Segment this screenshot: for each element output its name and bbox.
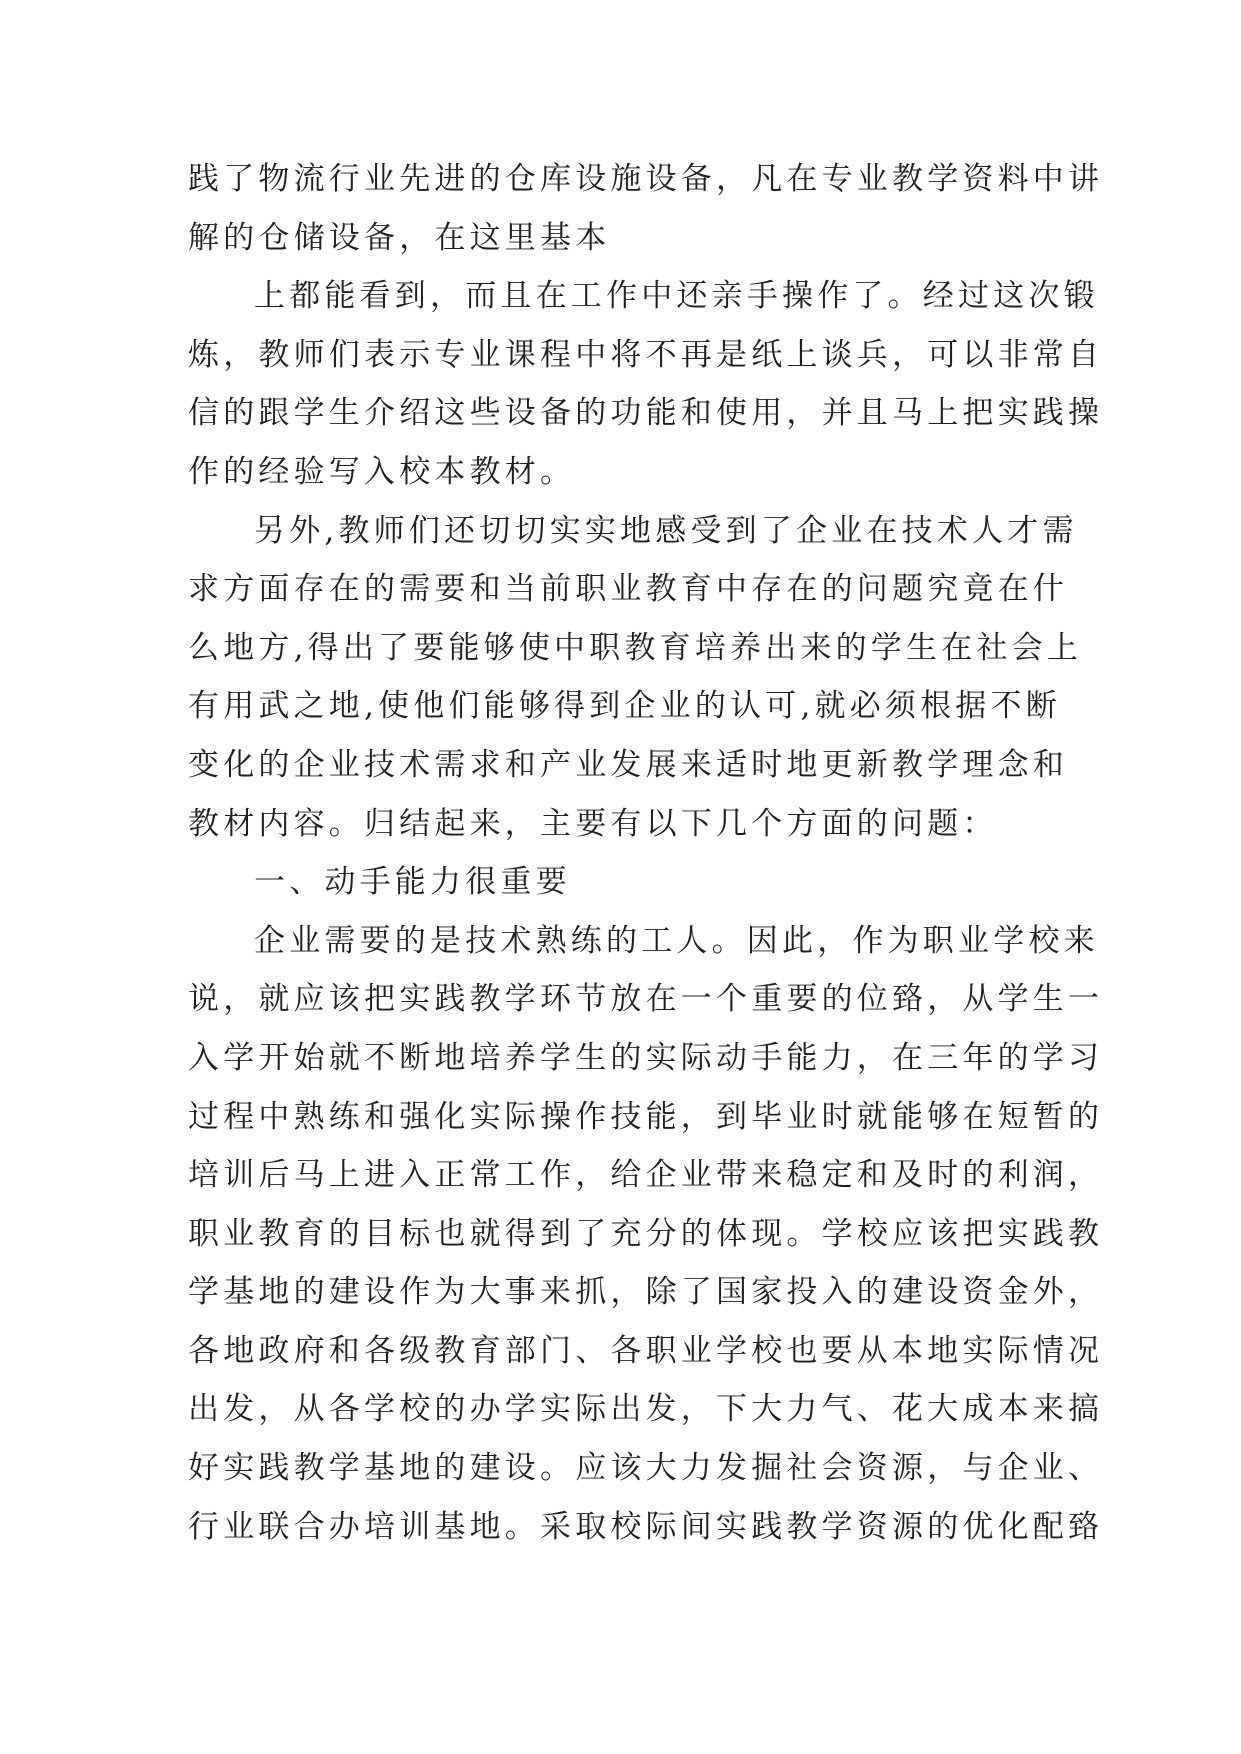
text-line: 过程中熟练和强化实际操作技能，到毕业时就能够在短暂的	[188, 1098, 1104, 1135]
text-line: 作的经验写入校本教材。	[188, 453, 576, 490]
text-line: 有用武之地,使他们能够得到企业的认可,就必须根据不断	[188, 688, 1061, 725]
text-line: 变化的企业技术需求和产业发展来适时地更新教学理念和	[188, 746, 1068, 783]
text-line: 职业教育的目标也就得到了充分的体现。学校应该把实践教	[188, 1215, 1104, 1252]
text-line: 炼，教师们表示专业课程中将不再是纸上谈兵，可以非常自	[188, 336, 1104, 373]
text-line: 教材内容。归结起来，主要有以下几个方面的问题：	[188, 805, 998, 842]
text-line: 行业联合办培训基地。采取校际间实践教学资源的优化配臵	[188, 1508, 1104, 1545]
text-line: 上都能看到，而且在工作中还亲手操作了。经过这次锻	[254, 278, 1099, 315]
text-line: 说，就应该把实践教学环节放在一个重要的位臵，从学生一	[188, 981, 1104, 1018]
text-line: 么地方,得出了要能够使中职教育培养出来的学生在社会上	[188, 629, 1083, 666]
text-line: 解的仓储设备，在这里基本	[188, 219, 611, 256]
text-line: 好实践教学基地的建设。应该大力发掘社会资源，与企业、	[188, 1450, 1104, 1487]
section-heading: 一、动手能力很重要	[254, 864, 571, 901]
text-line: 信的跟学生介绍这些设备的功能和使用，并且马上把实践操	[188, 395, 1104, 432]
text-line: 出发，从各学校的办学实际出发，下大力气、花大成本来搞	[188, 1391, 1104, 1428]
text-line: 各地政府和各级教育部门、各职业学校也要从本地实际情况	[188, 1332, 1104, 1369]
text-line: 践了物流行业先进的仓库设施设备，凡在专业教学资料中讲	[188, 161, 1104, 197]
body-text	[188, 150, 1104, 1556]
text-line: 求方面存在的需要和当前职业教育中存在的问题究竟在什	[188, 571, 1068, 608]
text-line: 学基地的建设作为大事来抓，除了国家投入的建设资金外，	[188, 1274, 1104, 1311]
text-line: 入学开始就不断地培养学生的实际动手能力，在三年的学习	[188, 1039, 1104, 1076]
text-line: 企业需要的是技术熟练的工人。因此，作为职业学校来	[254, 922, 1099, 959]
text-line: 培训后马上进入正常工作，给企业带来稳定和及时的利润，	[188, 1157, 1104, 1194]
text-line: 另外,教师们还切切实实地感受到了企业在技术人才需	[254, 512, 1078, 549]
